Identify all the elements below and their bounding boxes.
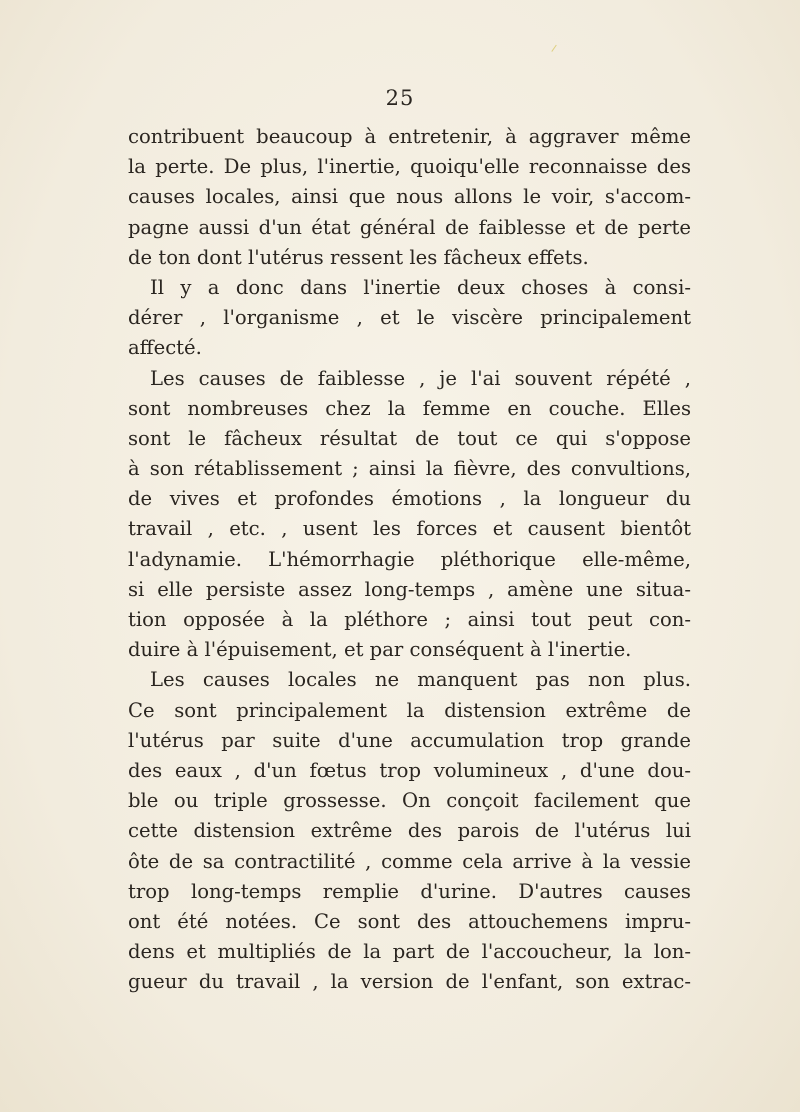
paper-mark [551, 45, 561, 56]
text-line: dens et multipliés de la part de l'accoucheur, la lon- [128, 940, 691, 964]
text-line: travail , etc. , usent les forces et causent bientôt [128, 517, 691, 541]
text-line: pagne aussi d'un état général de faiblesse et de perte [128, 215, 691, 239]
text-line: sont nombreuses chez la femme en couche. Elles [128, 396, 691, 420]
text-line: de vives et profondes émotions , la longueur du [128, 487, 691, 511]
text-line: Ce sont principalement la distension extrême de [128, 698, 691, 722]
text-line: ôte de sa contractilité , comme cela arrive à la vessie [128, 849, 691, 873]
text-line: la perte. De plus, l'inertie, quoiqu'elle reconnaisse des [128, 155, 691, 179]
text-line: affecté. [128, 336, 202, 360]
text-line: contribuent beaucoup à entretenir, à aggraver même [128, 125, 691, 148]
text-line: sont le fâcheux résultat de tout ce qui s'oppose [128, 426, 691, 450]
text-line: ont été notées. Ce sont des attouchemens impru- [128, 909, 691, 933]
text-line: gueur du travail , la version de l'enfant, son extrac- [128, 970, 691, 994]
page-number: 25 [385, 86, 415, 110]
text-line: ble ou triple grossesse. On conçoit facilement que [128, 789, 691, 813]
text-line: à son rétablissement ; ainsi la fièvre, des convultions, [128, 457, 691, 481]
text-line: Il y a donc dans l'inertie deux choses à consi- [150, 275, 691, 299]
text-line: Les causes de faiblesse , je l'ai souvent répété , [150, 366, 691, 390]
text-line: tion opposée à la pléthore ; ainsi tout peut con- [128, 608, 691, 631]
text-line: trop long-temps remplie d'urine. D'autres causes [128, 879, 691, 903]
text-line: Les causes locales ne manquent pas non plus. [150, 668, 691, 692]
text-line: causes locales, ainsi que nous allons le voir, s'accom- [128, 185, 691, 209]
text-line: l'adynamie. L'hémorrhagie pléthorique elle-même, [128, 547, 691, 571]
text-line: dérer , l'organisme , et le viscère principalement [128, 306, 691, 330]
text-line: des eaux , d'un fœtus trop volumineux , d'une dou- [128, 758, 691, 782]
text-line: cette distension extrême des parois de l'utérus lui [128, 819, 691, 843]
text-line: l'utérus par suite d'une accumulation trop grande [128, 728, 691, 752]
body-text [128, 122, 691, 997]
text-line: duire à l'épuisement, et par conséquent à l'inertie. [128, 638, 632, 662]
text-line: si elle persiste assez long-temps , amène une situa- [128, 577, 691, 601]
text-line: de ton dont l'utérus ressent les fâcheux effets. [128, 245, 589, 269]
